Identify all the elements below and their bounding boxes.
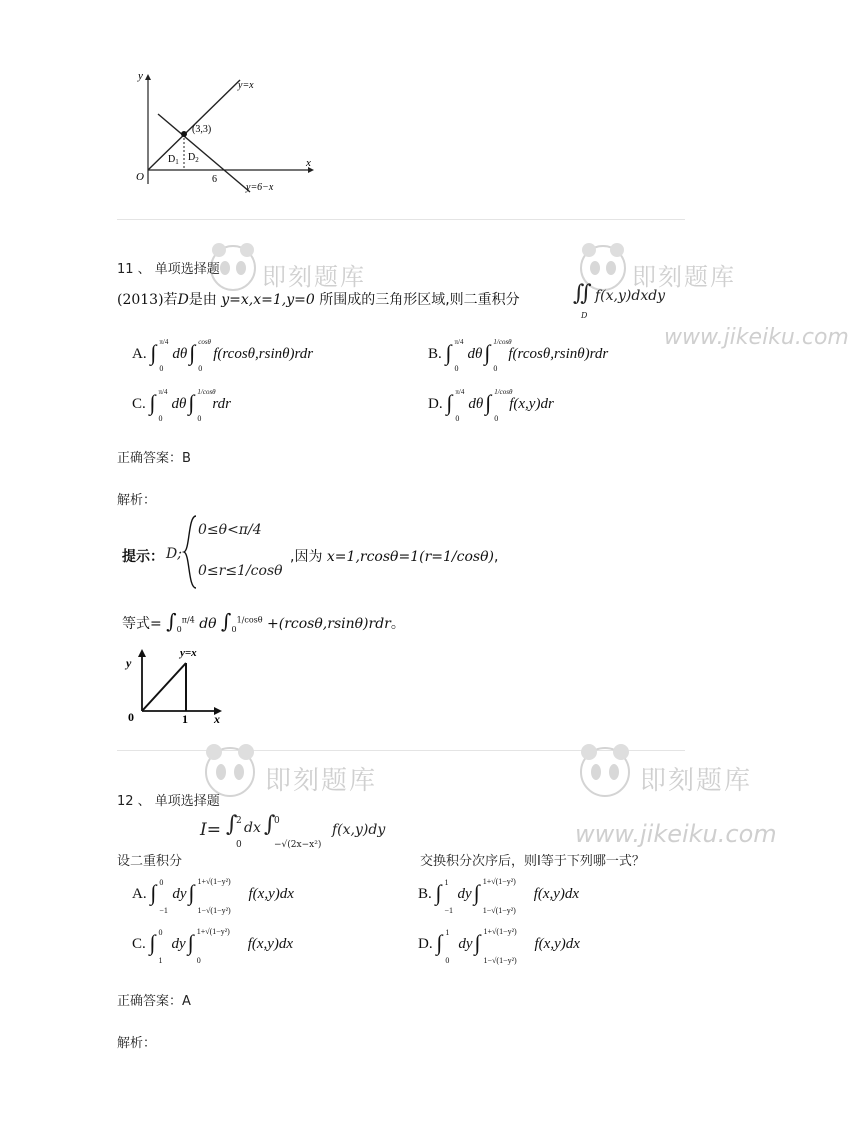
option-expr: f(rcosθ,rsinθ)rdr [213,346,314,362]
q11-stem-prefix: (2013)若 [117,292,178,308]
dtheta: dθ [467,346,483,362]
integral-sign: ∫ [446,390,453,415]
q11-hint-cond2: 0≤r≤1/cosθ [198,563,283,579]
watermark-brand-2: 即刻题库 [632,263,736,291]
q11-hint-because: ,因为 [290,549,323,565]
option-label: A. [132,886,147,902]
inner-upper: cosθ [198,338,211,346]
line2-label: y=6−x [246,182,274,193]
q11-hint-cond1: 0≤θ<π/4 [198,522,262,538]
outer-upper: 0 [159,878,164,887]
q11-stem-conditions: y=x,x=1,y=0 [221,292,315,308]
option-expr: f(x,y)dx [247,936,294,952]
integral-sign: ∫ [149,930,156,955]
outer-upper: π/4 [454,338,464,346]
option-label: D. [428,396,443,412]
option-label: C. [132,396,146,412]
inner-upper: 1+√(1−y²) [482,877,516,886]
integral-sign: ∫ [485,390,492,415]
inner-upper: 1/cosθ [494,388,513,396]
q12-inner-lower: −√(2x−x²) [274,840,322,850]
q11-eq-lower: 0 [176,624,182,634]
panda-icon [575,740,635,800]
point-3-3 [181,131,187,137]
watermark-brand-4: 即刻题库 [640,766,753,796]
q12-answer [117,990,191,1009]
q12-integral-expr: f(x,y)dy [332,822,386,838]
integral-sign: ∫ [221,609,232,633]
q11-eq-inner-upper: 1/cosθ [236,615,263,625]
outer-upper: π/4 [159,338,169,346]
outer-integral [436,878,458,916]
q12-header: 12 、 单项选择题 [117,794,220,809]
integral-sign: ∫ [150,880,157,905]
q11-hint-label: 提示： [122,549,164,565]
q11-header: 11 、 单项选择题 [117,262,220,277]
outer-lower: 0 [445,956,450,965]
option-label: C. [132,936,146,952]
q11-stem-mid: 是由 [188,292,217,308]
q11-y-arrow [138,649,146,657]
inner-integral [186,928,248,966]
outer-upper: 1 [445,928,450,937]
option-label: A. [132,346,147,362]
option-expr: rdr [212,396,232,412]
outer-integral [150,340,172,374]
q11-answer-value: B [182,451,191,466]
q11-eq-upper: π/4 [181,615,195,625]
q11-graph [118,645,228,725]
dy: dy [172,886,187,902]
integral-sign: ∫ [473,880,480,905]
q11-graph-tick: 1 [182,712,188,726]
region2-main: D [188,152,196,163]
q11-stem [117,289,520,309]
q11-stem-integrand: f(x,y)dxdy [595,288,666,304]
tick-6-label: 6 [212,174,217,185]
q11-answer [117,447,191,466]
outer-integral [446,390,468,424]
q11-option-d[interactable] [428,390,554,426]
integral-sign: ∫ [149,390,156,415]
q11-graph-origin: 0 [128,710,134,724]
inner-upper: 1+√(1−y²) [197,877,231,886]
dy: dy [171,936,186,952]
option-expr: f(x,y)dx [248,886,294,902]
q11-graph-line-label: y=x [180,647,197,659]
watermark-brand-3: 即刻题库 [265,766,378,796]
inner-integral [187,340,213,374]
outer-lower: −1 [444,906,454,915]
outer-lower: 1 [158,956,163,965]
q11-option-a[interactable] [132,340,313,376]
q11-hint-d: D; [166,546,182,562]
q12-int-upper: 2 [236,816,242,826]
q11-stem-region: D [581,311,588,320]
outer-lower: 0 [159,364,164,373]
q11-stem-tail: 所围成的三角形区域,则二重积分 [319,292,520,308]
q12-int-lower: 0 [236,840,242,850]
outer-integral [446,340,468,374]
q11-option-c[interactable] [132,390,231,426]
inner-integral [483,388,513,424]
q11-graph-x-label: x [214,712,220,726]
double-integral-sign: ∬ [573,281,592,306]
section-divider-1 [117,219,685,220]
option-expr: f(x,y)dx [533,886,580,902]
q11-equals-line [122,609,405,634]
integral-sign: ∫ [445,340,452,365]
watermark-url-1: www.jikeiku.com [664,325,849,350]
region2-sub: 2 [195,156,199,164]
integral-sign: ∫ [189,340,196,365]
inner-lower: 0 [494,414,499,423]
q12-option-a[interactable] [132,878,294,918]
y-axis-arrow [145,74,151,80]
inner-integral [473,928,535,966]
q12-option-d[interactable] [418,928,580,968]
q11-hint-brace [182,514,198,590]
outer-lower: 0 [454,364,459,373]
q11-answer-label: 正确答案： [117,451,183,466]
point-label: (3,3) [192,124,212,135]
q12-stem-left: 设二重积分 [117,854,183,869]
region-d1-label [168,154,179,166]
option-label: B. [418,886,432,902]
q11-equals-label: 等式= [122,616,162,632]
q11-hint-because-line [290,546,498,566]
option-expr: f(x,y)dx [534,936,580,952]
outer-upper: π/4 [158,388,168,396]
integral-sign: ∫ [435,880,442,905]
q11-hint-relation: x=1,rcosθ=1(r=1/cosθ) [326,549,494,565]
q11-hint-end: , [493,549,499,565]
q12-integral-i: I= [200,820,221,840]
watermark-brand-1: 即刻题库 [262,263,366,291]
inner-upper: 1+√(1−y²) [196,927,230,936]
q12-stem-right: 交换积分次序后，则I等于下列哪一式？ [420,854,645,869]
integral-sign: ∫ [166,609,177,633]
q12-integral [200,812,430,856]
region1-main: D [168,154,176,165]
outer-integral [150,390,172,424]
inner-upper: 1/cosθ [197,388,216,396]
q12-option-c[interactable] [132,928,293,968]
q12-analysis-label: 解析： [117,1036,157,1051]
integral-sign: ∫ [226,812,238,837]
integral-sign: ∫ [474,930,481,955]
q11-equals-expr: +(rcosθ,rsinθ)rdr [267,616,391,632]
outer-lower: 0 [158,414,163,423]
line1-label: y=x [238,80,254,91]
outer-integral [150,928,172,966]
inner-lower: 1−√(1−y²) [483,956,517,965]
outer-lower: −1 [159,906,168,915]
q11-line-y-eq-x [142,663,186,711]
inner-lower: 0 [196,956,201,965]
q12-option-b[interactable] [418,878,579,918]
option-expr: f(x,y)dr [509,396,554,412]
inner-integral [187,878,249,916]
option-expr: f(rcosθ,rsinθ)rdr [508,346,609,362]
outer-integral [436,928,458,966]
region-graph-top [128,66,328,196]
dtheta: dθ [171,396,187,412]
inner-lower: 0 [197,414,202,423]
dy: dy [457,886,472,902]
dy: dy [458,936,473,952]
inner-integral [186,388,216,424]
option-label: B. [428,346,442,362]
outer-lower: 0 [455,414,460,423]
dtheta: dθ [199,616,217,632]
x-axis-label: x [306,157,311,169]
outer-upper: 0 [158,928,163,937]
outer-upper: 1 [444,878,449,887]
region-d2-label [188,152,199,164]
q12-dx: dx [244,820,261,836]
region1-sub: 1 [175,158,179,166]
integral-sign: ∫ [150,340,157,365]
q11-stem-d: D [177,292,189,308]
integral-sign: ∫ [188,390,195,415]
outer-upper: π/4 [455,388,465,396]
q12-inner-upper: 0 [274,816,280,826]
integral-sign: ∫ [484,340,491,365]
q11-eq-inner-lower: 0 [231,624,237,634]
inner-lower: 1−√(1−y²) [482,906,516,915]
watermark-url-2: www.jikeiku.com [575,820,777,848]
option-label: D. [418,936,433,952]
integral-sign: ∫ [264,812,276,837]
q11-analysis-label: 解析： [117,493,157,508]
inner-integral [482,338,512,374]
integral-sign: ∫ [188,880,195,905]
q12-answer-label: 正确答案： [117,994,183,1009]
watermark-logo-4 [575,740,635,804]
inner-upper: 1/cosθ [493,338,512,346]
outer-integral [150,878,172,916]
inner-lower: 0 [198,364,203,373]
y-axis-label: y [138,70,143,82]
inner-lower: 0 [493,364,498,373]
integral-sign: ∫ [436,930,443,955]
inner-upper: 1+√(1−y²) [483,927,517,936]
q12-answer-value: A [182,994,191,1009]
q11-equals-end: 。 [390,616,405,632]
q11-graph-y-label: y [126,656,132,670]
inner-lower: 1−√(1−y²) [197,906,231,915]
dtheta: dθ [172,346,188,362]
dtheta: dθ [468,396,484,412]
integral-sign: ∫ [187,930,194,955]
origin-label: O [136,171,144,183]
q11-option-b[interactable] [428,340,608,376]
q11-double-integral [573,281,693,325]
inner-integral [472,878,534,916]
